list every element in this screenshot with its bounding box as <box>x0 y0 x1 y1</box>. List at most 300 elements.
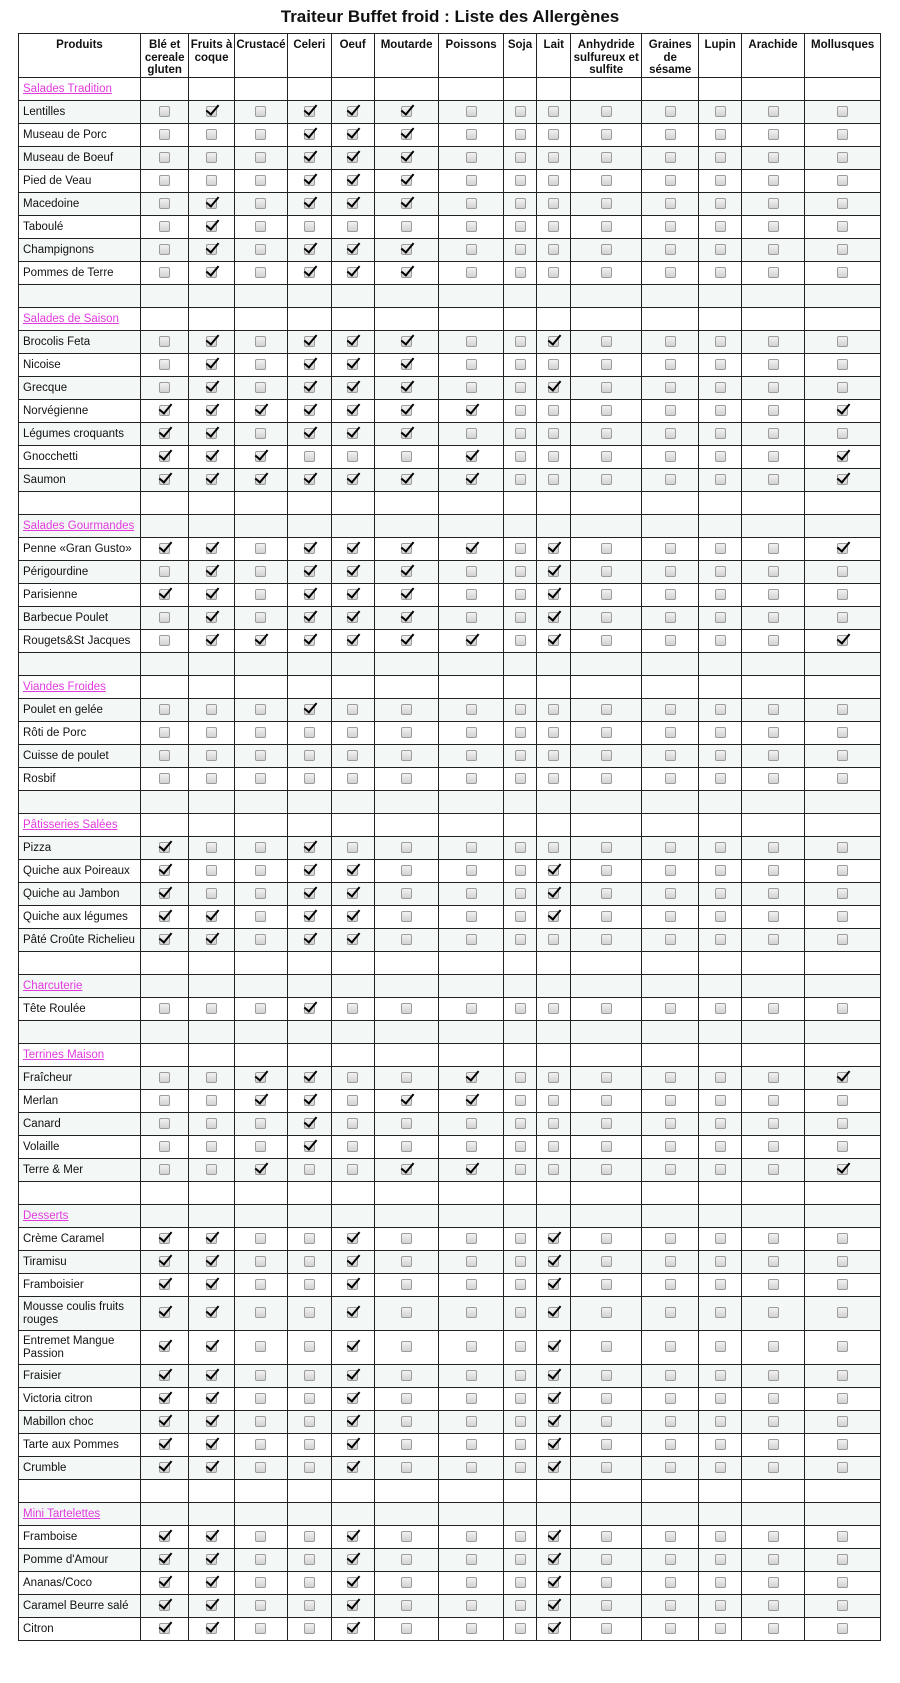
checkbox-unchecked[interactable] <box>715 1233 726 1244</box>
checkbox-unchecked[interactable] <box>837 1141 848 1152</box>
checkbox-checked[interactable] <box>255 1164 266 1175</box>
checkbox-unchecked[interactable] <box>255 704 266 715</box>
checkbox-unchecked[interactable] <box>159 1118 170 1129</box>
checkbox-unchecked[interactable] <box>837 1370 848 1381</box>
checkbox-checked[interactable] <box>159 888 170 899</box>
checkbox-unchecked[interactable] <box>768 198 779 209</box>
checkbox-unchecked[interactable] <box>401 1554 412 1565</box>
checkbox-unchecked[interactable] <box>665 1095 676 1106</box>
checkbox-checked[interactable] <box>347 336 358 347</box>
checkbox-unchecked[interactable] <box>206 152 217 163</box>
checkbox-unchecked[interactable] <box>665 198 676 209</box>
checkbox-unchecked[interactable] <box>347 1164 358 1175</box>
checkbox-unchecked[interactable] <box>466 198 477 209</box>
checkbox-unchecked[interactable] <box>715 451 726 462</box>
checkbox-checked[interactable] <box>548 1623 559 1634</box>
checkbox-unchecked[interactable] <box>715 1279 726 1290</box>
checkbox-unchecked[interactable] <box>515 1341 526 1352</box>
checkbox-unchecked[interactable] <box>515 336 526 347</box>
checkbox-checked[interactable] <box>304 244 315 255</box>
checkbox-checked[interactable] <box>206 1341 217 1352</box>
checkbox-checked[interactable] <box>347 888 358 899</box>
checkbox-unchecked[interactable] <box>715 1531 726 1542</box>
checkbox-unchecked[interactable] <box>515 1003 526 1014</box>
checkbox-unchecked[interactable] <box>401 911 412 922</box>
checkbox-checked[interactable] <box>548 336 559 347</box>
checkbox-unchecked[interactable] <box>715 635 726 646</box>
checkbox-unchecked[interactable] <box>466 566 477 577</box>
checkbox-unchecked[interactable] <box>466 244 477 255</box>
checkbox-unchecked[interactable] <box>715 152 726 163</box>
checkbox-unchecked[interactable] <box>715 612 726 623</box>
checkbox-unchecked[interactable] <box>601 1531 612 1542</box>
checkbox-checked[interactable] <box>347 474 358 485</box>
checkbox-unchecked[interactable] <box>255 244 266 255</box>
checkbox-unchecked[interactable] <box>159 267 170 278</box>
checkbox-unchecked[interactable] <box>768 1118 779 1129</box>
checkbox-unchecked[interactable] <box>515 888 526 899</box>
checkbox-unchecked[interactable] <box>515 1279 526 1290</box>
checkbox-unchecked[interactable] <box>515 244 526 255</box>
checkbox-unchecked[interactable] <box>515 1256 526 1267</box>
checkbox-unchecked[interactable] <box>347 727 358 738</box>
checkbox-checked[interactable] <box>837 1072 848 1083</box>
checkbox-unchecked[interactable] <box>601 934 612 945</box>
checkbox-unchecked[interactable] <box>548 474 559 485</box>
checkbox-unchecked[interactable] <box>768 336 779 347</box>
checkbox-checked[interactable] <box>304 106 315 117</box>
checkbox-unchecked[interactable] <box>601 1462 612 1473</box>
checkbox-unchecked[interactable] <box>715 750 726 761</box>
checkbox-checked[interactable] <box>347 1393 358 1404</box>
checkbox-unchecked[interactable] <box>715 1462 726 1473</box>
checkbox-unchecked[interactable] <box>401 1623 412 1634</box>
checkbox-checked[interactable] <box>304 704 315 715</box>
checkbox-unchecked[interactable] <box>601 1072 612 1083</box>
checkbox-unchecked[interactable] <box>515 1141 526 1152</box>
checkbox-unchecked[interactable] <box>601 359 612 370</box>
checkbox-unchecked[interactable] <box>837 1416 848 1427</box>
checkbox-checked[interactable] <box>347 359 358 370</box>
checkbox-unchecked[interactable] <box>837 382 848 393</box>
checkbox-checked[interactable] <box>206 635 217 646</box>
checkbox-checked[interactable] <box>347 635 358 646</box>
checkbox-unchecked[interactable] <box>401 221 412 232</box>
checkbox-unchecked[interactable] <box>768 1393 779 1404</box>
checkbox-checked[interactable] <box>304 405 315 416</box>
checkbox-checked[interactable] <box>347 1279 358 1290</box>
checkbox-checked[interactable] <box>206 1307 217 1318</box>
checkbox-unchecked[interactable] <box>715 911 726 922</box>
checkbox-unchecked[interactable] <box>665 842 676 853</box>
checkbox-unchecked[interactable] <box>665 359 676 370</box>
checkbox-unchecked[interactable] <box>837 934 848 945</box>
checkbox-unchecked[interactable] <box>548 106 559 117</box>
checkbox-unchecked[interactable] <box>255 1307 266 1318</box>
checkbox-unchecked[interactable] <box>768 543 779 554</box>
checkbox-unchecked[interactable] <box>304 1531 315 1542</box>
checkbox-checked[interactable] <box>347 1462 358 1473</box>
checkbox-unchecked[interactable] <box>347 1003 358 1014</box>
checkbox-unchecked[interactable] <box>255 1118 266 1129</box>
checkbox-checked[interactable] <box>401 382 412 393</box>
checkbox-unchecked[interactable] <box>601 612 612 623</box>
checkbox-unchecked[interactable] <box>466 750 477 761</box>
checkbox-unchecked[interactable] <box>768 589 779 600</box>
checkbox-checked[interactable] <box>304 175 315 186</box>
checkbox-checked[interactable] <box>347 382 358 393</box>
checkbox-unchecked[interactable] <box>347 842 358 853</box>
checkbox-checked[interactable] <box>347 589 358 600</box>
checkbox-unchecked[interactable] <box>665 1370 676 1381</box>
checkbox-unchecked[interactable] <box>665 589 676 600</box>
checkbox-unchecked[interactable] <box>837 704 848 715</box>
checkbox-unchecked[interactable] <box>515 1416 526 1427</box>
checkbox-unchecked[interactable] <box>665 474 676 485</box>
checkbox-checked[interactable] <box>401 244 412 255</box>
checkbox-unchecked[interactable] <box>768 773 779 784</box>
checkbox-checked[interactable] <box>206 474 217 485</box>
checkbox-unchecked[interactable] <box>255 428 266 439</box>
checkbox-unchecked[interactable] <box>255 1279 266 1290</box>
checkbox-checked[interactable] <box>304 474 315 485</box>
checkbox-unchecked[interactable] <box>837 359 848 370</box>
checkbox-unchecked[interactable] <box>768 1554 779 1565</box>
checkbox-unchecked[interactable] <box>466 1554 477 1565</box>
checkbox-checked[interactable] <box>206 612 217 623</box>
checkbox-checked[interactable] <box>206 1416 217 1427</box>
checkbox-unchecked[interactable] <box>837 1554 848 1565</box>
checkbox-unchecked[interactable] <box>401 1256 412 1267</box>
checkbox-unchecked[interactable] <box>515 543 526 554</box>
checkbox-checked[interactable] <box>206 1600 217 1611</box>
checkbox-unchecked[interactable] <box>515 106 526 117</box>
checkbox-unchecked[interactable] <box>601 175 612 186</box>
checkbox-unchecked[interactable] <box>401 1233 412 1244</box>
checkbox-unchecked[interactable] <box>768 842 779 853</box>
checkbox-unchecked[interactable] <box>255 1531 266 1542</box>
checkbox-checked[interactable] <box>206 1623 217 1634</box>
checkbox-unchecked[interactable] <box>401 1279 412 1290</box>
checkbox-unchecked[interactable] <box>715 1307 726 1318</box>
checkbox-unchecked[interactable] <box>466 842 477 853</box>
checkbox-unchecked[interactable] <box>665 221 676 232</box>
checkbox-unchecked[interactable] <box>715 382 726 393</box>
checkbox-checked[interactable] <box>159 1462 170 1473</box>
checkbox-checked[interactable] <box>347 1256 358 1267</box>
checkbox-unchecked[interactable] <box>466 359 477 370</box>
checkbox-checked[interactable] <box>401 405 412 416</box>
checkbox-unchecked[interactable] <box>837 1118 848 1129</box>
checkbox-unchecked[interactable] <box>837 244 848 255</box>
checkbox-unchecked[interactable] <box>401 1531 412 1542</box>
checkbox-unchecked[interactable] <box>548 221 559 232</box>
checkbox-unchecked[interactable] <box>601 1003 612 1014</box>
checkbox-unchecked[interactable] <box>548 1072 559 1083</box>
checkbox-unchecked[interactable] <box>515 405 526 416</box>
checkbox-unchecked[interactable] <box>768 1600 779 1611</box>
checkbox-checked[interactable] <box>159 1279 170 1290</box>
checkbox-checked[interactable] <box>548 1341 559 1352</box>
checkbox-unchecked[interactable] <box>715 727 726 738</box>
checkbox-unchecked[interactable] <box>159 198 170 209</box>
checkbox-checked[interactable] <box>206 1279 217 1290</box>
checkbox-unchecked[interactable] <box>466 1341 477 1352</box>
checkbox-unchecked[interactable] <box>665 1072 676 1083</box>
checkbox-unchecked[interactable] <box>304 1600 315 1611</box>
checkbox-unchecked[interactable] <box>515 589 526 600</box>
checkbox-unchecked[interactable] <box>548 198 559 209</box>
checkbox-unchecked[interactable] <box>255 773 266 784</box>
checkbox-unchecked[interactable] <box>768 934 779 945</box>
checkbox-unchecked[interactable] <box>715 1577 726 1588</box>
checkbox-unchecked[interactable] <box>255 543 266 554</box>
checkbox-unchecked[interactable] <box>665 1439 676 1450</box>
checkbox-unchecked[interactable] <box>255 1370 266 1381</box>
checkbox-checked[interactable] <box>304 198 315 209</box>
checkbox-checked[interactable] <box>304 934 315 945</box>
checkbox-unchecked[interactable] <box>548 750 559 761</box>
checkbox-unchecked[interactable] <box>466 428 477 439</box>
checkbox-checked[interactable] <box>304 865 315 876</box>
checkbox-unchecked[interactable] <box>466 612 477 623</box>
checkbox-unchecked[interactable] <box>768 1279 779 1290</box>
checkbox-unchecked[interactable] <box>515 1118 526 1129</box>
checkbox-unchecked[interactable] <box>768 428 779 439</box>
checkbox-unchecked[interactable] <box>665 1307 676 1318</box>
checkbox-unchecked[interactable] <box>159 336 170 347</box>
checkbox-unchecked[interactable] <box>601 198 612 209</box>
checkbox-unchecked[interactable] <box>159 612 170 623</box>
checkbox-unchecked[interactable] <box>466 727 477 738</box>
checkbox-unchecked[interactable] <box>255 336 266 347</box>
checkbox-unchecked[interactable] <box>304 1439 315 1450</box>
checkbox-checked[interactable] <box>304 842 315 853</box>
checkbox-unchecked[interactable] <box>159 1095 170 1106</box>
checkbox-unchecked[interactable] <box>837 1003 848 1014</box>
checkbox-unchecked[interactable] <box>601 1416 612 1427</box>
checkbox-unchecked[interactable] <box>768 1095 779 1106</box>
checkbox-checked[interactable] <box>401 635 412 646</box>
checkbox-unchecked[interactable] <box>715 1439 726 1450</box>
checkbox-unchecked[interactable] <box>347 1095 358 1106</box>
checkbox-unchecked[interactable] <box>601 1141 612 1152</box>
checkbox-unchecked[interactable] <box>665 934 676 945</box>
checkbox-unchecked[interactable] <box>715 359 726 370</box>
checkbox-checked[interactable] <box>206 1439 217 1450</box>
checkbox-unchecked[interactable] <box>255 911 266 922</box>
checkbox-unchecked[interactable] <box>515 152 526 163</box>
checkbox-unchecked[interactable] <box>466 1279 477 1290</box>
checkbox-unchecked[interactable] <box>837 1623 848 1634</box>
checkbox-unchecked[interactable] <box>515 635 526 646</box>
checkbox-checked[interactable] <box>304 589 315 600</box>
checkbox-unchecked[interactable] <box>837 1577 848 1588</box>
checkbox-unchecked[interactable] <box>601 1307 612 1318</box>
checkbox-unchecked[interactable] <box>601 1095 612 1106</box>
checkbox-unchecked[interactable] <box>206 1164 217 1175</box>
checkbox-checked[interactable] <box>548 888 559 899</box>
checkbox-unchecked[interactable] <box>255 1577 266 1588</box>
checkbox-unchecked[interactable] <box>159 566 170 577</box>
checkbox-unchecked[interactable] <box>401 750 412 761</box>
checkbox-unchecked[interactable] <box>665 750 676 761</box>
checkbox-checked[interactable] <box>548 1439 559 1450</box>
checkbox-unchecked[interactable] <box>601 451 612 462</box>
checkbox-unchecked[interactable] <box>665 1003 676 1014</box>
checkbox-checked[interactable] <box>347 1439 358 1450</box>
checkbox-checked[interactable] <box>401 152 412 163</box>
checkbox-unchecked[interactable] <box>715 1393 726 1404</box>
checkbox-checked[interactable] <box>304 1072 315 1083</box>
checkbox-unchecked[interactable] <box>255 129 266 140</box>
checkbox-checked[interactable] <box>466 1164 477 1175</box>
checkbox-unchecked[interactable] <box>715 1623 726 1634</box>
checkbox-checked[interactable] <box>206 198 217 209</box>
checkbox-checked[interactable] <box>159 1600 170 1611</box>
checkbox-checked[interactable] <box>401 198 412 209</box>
checkbox-unchecked[interactable] <box>347 704 358 715</box>
checkbox-unchecked[interactable] <box>255 727 266 738</box>
checkbox-checked[interactable] <box>466 1095 477 1106</box>
checkbox-unchecked[interactable] <box>304 773 315 784</box>
checkbox-unchecked[interactable] <box>515 451 526 462</box>
checkbox-unchecked[interactable] <box>255 359 266 370</box>
checkbox-checked[interactable] <box>347 1531 358 1542</box>
checkbox-checked[interactable] <box>159 865 170 876</box>
checkbox-unchecked[interactable] <box>665 1554 676 1565</box>
checkbox-unchecked[interactable] <box>601 474 612 485</box>
checkbox-checked[interactable] <box>304 1003 315 1014</box>
checkbox-unchecked[interactable] <box>601 267 612 278</box>
checkbox-unchecked[interactable] <box>466 1623 477 1634</box>
checkbox-unchecked[interactable] <box>837 221 848 232</box>
checkbox-unchecked[interactable] <box>159 773 170 784</box>
checkbox-unchecked[interactable] <box>515 727 526 738</box>
checkbox-checked[interactable] <box>401 336 412 347</box>
checkbox-unchecked[interactable] <box>159 175 170 186</box>
checkbox-checked[interactable] <box>347 175 358 186</box>
checkbox-unchecked[interactable] <box>665 129 676 140</box>
checkbox-unchecked[interactable] <box>768 221 779 232</box>
checkbox-unchecked[interactable] <box>159 129 170 140</box>
checkbox-unchecked[interactable] <box>466 1307 477 1318</box>
checkbox-unchecked[interactable] <box>548 405 559 416</box>
checkbox-checked[interactable] <box>304 1095 315 1106</box>
checkbox-unchecked[interactable] <box>304 1341 315 1352</box>
checkbox-unchecked[interactable] <box>837 842 848 853</box>
checkbox-unchecked[interactable] <box>665 612 676 623</box>
checkbox-checked[interactable] <box>206 106 217 117</box>
section-title[interactable]: Viandes Froides <box>23 681 106 693</box>
checkbox-checked[interactable] <box>159 474 170 485</box>
checkbox-checked[interactable] <box>159 589 170 600</box>
checkbox-checked[interactable] <box>304 428 315 439</box>
checkbox-unchecked[interactable] <box>768 474 779 485</box>
checkbox-unchecked[interactable] <box>515 1164 526 1175</box>
checkbox-unchecked[interactable] <box>515 1600 526 1611</box>
checkbox-checked[interactable] <box>466 635 477 646</box>
checkbox-checked[interactable] <box>347 1623 358 1634</box>
checkbox-checked[interactable] <box>347 106 358 117</box>
checkbox-unchecked[interactable] <box>837 773 848 784</box>
checkbox-unchecked[interactable] <box>837 1462 848 1473</box>
checkbox-unchecked[interactable] <box>768 1416 779 1427</box>
checkbox-unchecked[interactable] <box>304 451 315 462</box>
checkbox-unchecked[interactable] <box>837 1531 848 1542</box>
checkbox-checked[interactable] <box>206 934 217 945</box>
checkbox-unchecked[interactable] <box>255 1600 266 1611</box>
checkbox-unchecked[interactable] <box>665 267 676 278</box>
checkbox-unchecked[interactable] <box>466 175 477 186</box>
checkbox-unchecked[interactable] <box>304 1307 315 1318</box>
checkbox-unchecked[interactable] <box>715 842 726 853</box>
checkbox-unchecked[interactable] <box>548 1003 559 1014</box>
checkbox-unchecked[interactable] <box>401 865 412 876</box>
checkbox-unchecked[interactable] <box>515 1623 526 1634</box>
checkbox-unchecked[interactable] <box>768 1577 779 1588</box>
checkbox-unchecked[interactable] <box>665 704 676 715</box>
checkbox-unchecked[interactable] <box>159 635 170 646</box>
checkbox-unchecked[interactable] <box>601 1439 612 1450</box>
checkbox-unchecked[interactable] <box>548 934 559 945</box>
checkbox-unchecked[interactable] <box>548 451 559 462</box>
checkbox-checked[interactable] <box>548 635 559 646</box>
checkbox-checked[interactable] <box>304 566 315 577</box>
checkbox-checked[interactable] <box>837 474 848 485</box>
checkbox-unchecked[interactable] <box>768 405 779 416</box>
checkbox-unchecked[interactable] <box>601 1577 612 1588</box>
checkbox-checked[interactable] <box>347 1577 358 1588</box>
checkbox-unchecked[interactable] <box>548 1164 559 1175</box>
checkbox-checked[interactable] <box>466 405 477 416</box>
checkbox-unchecked[interactable] <box>601 1554 612 1565</box>
checkbox-unchecked[interactable] <box>837 888 848 899</box>
checkbox-unchecked[interactable] <box>159 382 170 393</box>
checkbox-unchecked[interactable] <box>715 543 726 554</box>
checkbox-unchecked[interactable] <box>515 1577 526 1588</box>
checkbox-checked[interactable] <box>347 1554 358 1565</box>
section-title[interactable]: Salades de Saison <box>23 313 119 325</box>
checkbox-unchecked[interactable] <box>768 888 779 899</box>
checkbox-checked[interactable] <box>159 842 170 853</box>
checkbox-checked[interactable] <box>255 474 266 485</box>
checkbox-unchecked[interactable] <box>304 1416 315 1427</box>
checkbox-unchecked[interactable] <box>837 336 848 347</box>
checkbox-unchecked[interactable] <box>601 1393 612 1404</box>
checkbox-unchecked[interactable] <box>401 1577 412 1588</box>
checkbox-checked[interactable] <box>255 635 266 646</box>
checkbox-unchecked[interactable] <box>515 1370 526 1381</box>
checkbox-checked[interactable] <box>548 543 559 554</box>
checkbox-unchecked[interactable] <box>715 198 726 209</box>
checkbox-unchecked[interactable] <box>466 1141 477 1152</box>
checkbox-unchecked[interactable] <box>255 1003 266 1014</box>
checkbox-checked[interactable] <box>347 244 358 255</box>
checkbox-unchecked[interactable] <box>206 704 217 715</box>
checkbox-unchecked[interactable] <box>837 750 848 761</box>
checkbox-unchecked[interactable] <box>601 888 612 899</box>
checkbox-unchecked[interactable] <box>601 842 612 853</box>
checkbox-unchecked[interactable] <box>304 1623 315 1634</box>
checkbox-unchecked[interactable] <box>768 1439 779 1450</box>
checkbox-unchecked[interactable] <box>665 382 676 393</box>
checkbox-unchecked[interactable] <box>715 129 726 140</box>
checkbox-checked[interactable] <box>159 1577 170 1588</box>
checkbox-unchecked[interactable] <box>768 566 779 577</box>
checkbox-unchecked[interactable] <box>304 1462 315 1473</box>
checkbox-checked[interactable] <box>347 198 358 209</box>
